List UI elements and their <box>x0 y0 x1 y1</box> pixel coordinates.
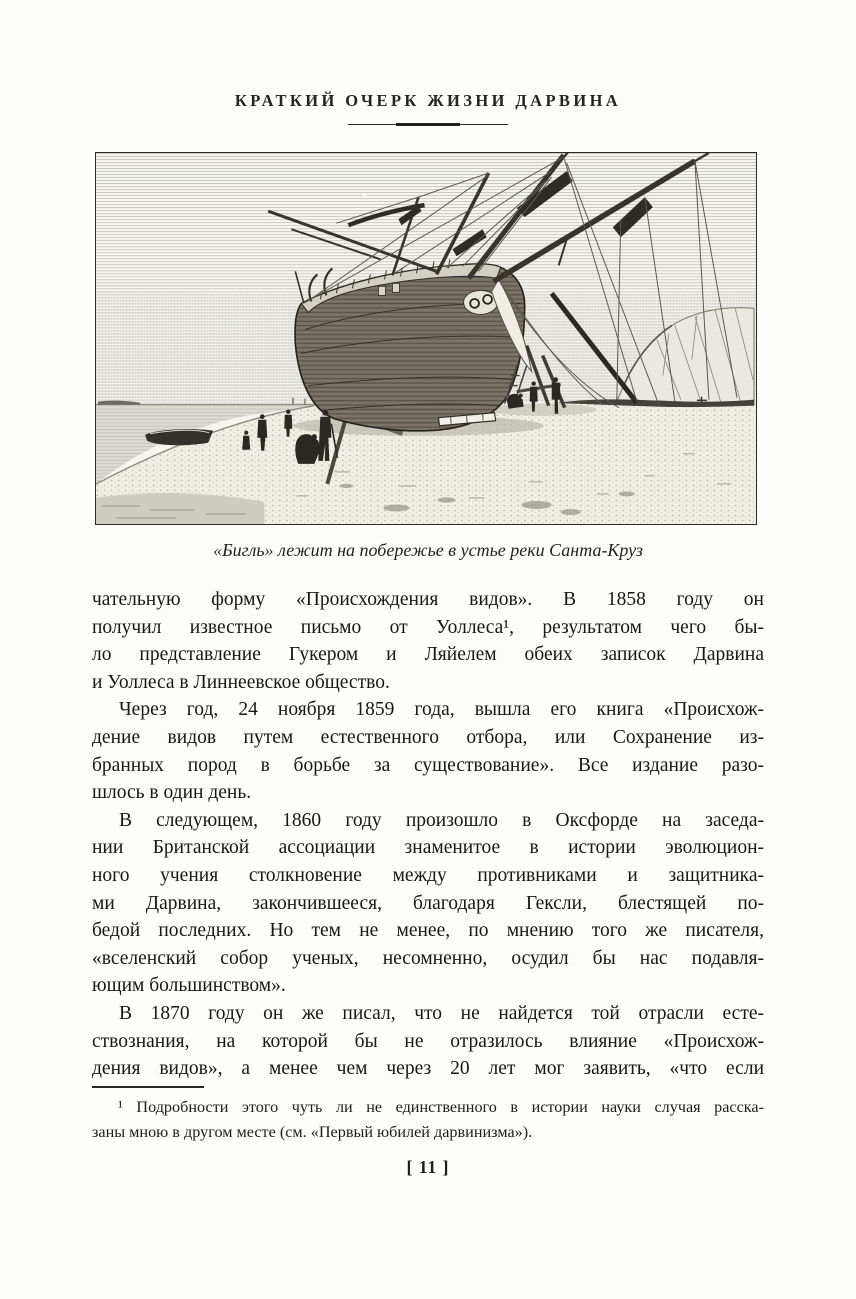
beagle-engraving-illustration <box>95 152 757 525</box>
footnote-section <box>92 1086 764 1145</box>
engraving-svg <box>96 153 756 524</box>
paragraph <box>92 586 764 696</box>
text-line: В 1870 году он же писал, что не найдется той отрасли есте- <box>119 1002 764 1024</box>
footnote-rule <box>92 1086 204 1088</box>
text-line: получил известное письмо от Уоллеса¹, результатом чего бы- <box>92 616 764 638</box>
page-number: [ 11 ] <box>406 1157 450 1177</box>
text-line: дения видов», а менее чем через 20 лет мог заявить, «что если <box>92 1058 764 1080</box>
footnote-text <box>92 1095 764 1145</box>
running-head-title: КРАТКИЙ ОЧЕРК ЖИЗНИ ДАРВИНА <box>234 91 622 110</box>
text-line: «вселенский собор ученых, несомненно, осудил бы нас подавля- <box>92 947 764 969</box>
illustration-caption: «Бигль» лежит на побережье в устье реки Санта-Круз <box>213 540 643 560</box>
body-text <box>92 586 764 1083</box>
text-line: ствознания, на которой бы не отразилось влияние «Происхож- <box>92 1030 764 1052</box>
text-line: и Уоллеса в Линнеевское общество. <box>92 671 390 693</box>
text-line: ло представление Гукером и Ляйелем обеих записок Дарвина <box>92 644 764 666</box>
text-line: дение видов путем естественного отбора, или Сохранение из- <box>92 726 764 748</box>
text-line: В следующем, 1860 году произошло в Оксфорде на заседа- <box>119 809 764 831</box>
paragraph <box>92 807 764 1000</box>
text-line: ного учения столкновение между противниками и защитника- <box>92 864 764 886</box>
paragraph <box>92 1000 764 1083</box>
text-line: чательную форму «Происхождения видов». В 1858 году он <box>92 589 764 610</box>
header-rule <box>348 124 508 125</box>
text-line: Через год, 24 ноября 1859 года, вышла его книга «Происхож- <box>119 699 764 721</box>
text-line: нии Британской ассоциации знаменитое в истории эволюцион- <box>92 837 764 859</box>
text-line: ми Дарвина, закончившееся, благодаря Гексли, блестящей по- <box>92 892 764 914</box>
text-line: бранных пород в борьбе за существование». Все издание разо- <box>92 754 764 776</box>
footnote-line: ¹ Подробности этого чуть ли не единственного в истории науки случая расска- <box>118 1098 764 1116</box>
text-line: бедой последних. Но тем не менее, по мнению того же писателя, <box>92 920 764 942</box>
footnote-line: заны мною в другом месте (см. «Первый юбилей дарвинизма»). <box>92 1123 533 1141</box>
text-line: шлось в один день. <box>92 782 252 804</box>
header-rule-thick-segment <box>396 123 460 126</box>
text-line: ющим большинством». <box>92 975 286 997</box>
paragraph <box>92 696 764 806</box>
